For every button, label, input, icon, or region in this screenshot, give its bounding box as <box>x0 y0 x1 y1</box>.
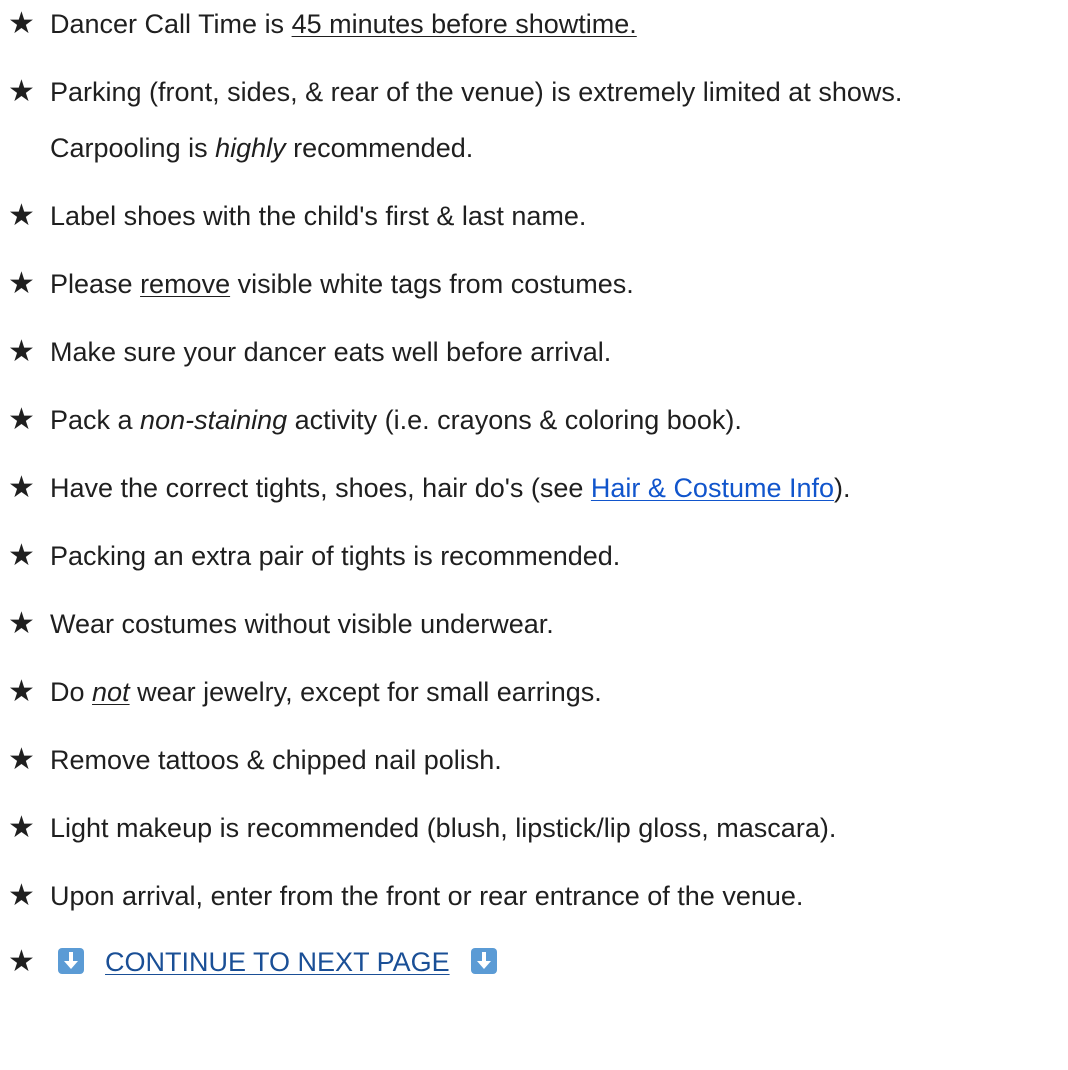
star-bullet-icon: ★ <box>8 335 35 368</box>
item-text: recommended. <box>285 133 474 163</box>
star-bullet-icon: ★ <box>8 7 35 40</box>
list-item <box>8 72 902 112</box>
list-item <box>8 468 851 508</box>
item-text: Light makeup is recommended (blush, lipstick/lip gloss, mascara). <box>50 813 837 843</box>
hair-costume-info-link[interactable]: Hair & Costume Info <box>590 473 835 503</box>
list-item <box>8 536 620 576</box>
item-text: Label shoes with the child's first & last name. <box>50 201 587 231</box>
star-bullet-icon: ★ <box>8 471 35 504</box>
remove-emphasis: remove <box>140 269 231 299</box>
list-item <box>8 876 803 916</box>
item-text: Remove tattoos & chipped nail polish. <box>50 745 502 775</box>
item-text: Carpooling is <box>50 133 216 163</box>
list-item-continuation <box>8 128 473 168</box>
star-bullet-icon: ★ <box>8 879 35 912</box>
star-bullet-icon: ★ <box>8 743 35 776</box>
star-bullet-icon: ★ <box>8 539 35 572</box>
list-item <box>8 4 637 44</box>
list-item <box>8 264 634 304</box>
list-item <box>8 740 502 780</box>
star-bullet-icon: ★ <box>8 75 35 108</box>
item-text: ). <box>834 473 851 503</box>
item-text: Upon arrival, enter from the front or rear entrance of the venue. <box>50 881 804 911</box>
list-item <box>8 332 611 372</box>
list-item <box>8 604 554 644</box>
down-arrow-icon <box>58 948 84 974</box>
item-text: Please <box>50 269 141 299</box>
item-text: Have the correct tights, shoes, hair do's (see <box>50 473 591 503</box>
item-text: Wear costumes without visible underwear. <box>50 609 554 639</box>
star-bullet-icon: ★ <box>8 199 35 232</box>
list-item <box>8 400 742 440</box>
list-item-next-page <box>8 942 497 982</box>
star-bullet-icon: ★ <box>8 403 35 436</box>
item-text: wear jewelry, except for small earrings. <box>129 677 602 707</box>
emphasis-text: highly <box>215 133 286 163</box>
emphasis-text: non-staining <box>140 405 288 435</box>
star-bullet-icon: ★ <box>8 811 35 844</box>
call-time-emphasis: 45 minutes before showtime. <box>291 9 637 39</box>
item-text: Dancer Call Time is <box>50 9 292 39</box>
star-bullet-icon: ★ <box>8 607 35 640</box>
star-bullet-icon: ★ <box>8 675 35 708</box>
star-bullet-icon: ★ <box>8 945 35 978</box>
continue-next-page-link[interactable]: CONTINUE TO NEXT PAGE <box>105 947 450 977</box>
list-item <box>8 672 602 712</box>
item-text: visible white tags from costumes. <box>230 269 634 299</box>
not-emphasis: not <box>92 677 130 707</box>
item-text: Parking (front, sides, & rear of the venue) is extremely limited at shows. <box>50 77 903 107</box>
star-bullet-icon: ★ <box>8 267 35 300</box>
item-text: Make sure your dancer eats well before arrival. <box>50 337 612 367</box>
item-text: Do <box>50 677 93 707</box>
list-item <box>8 808 836 848</box>
list-item <box>8 196 586 236</box>
item-text: Packing an extra pair of tights is recommended. <box>50 541 621 571</box>
item-text: Pack a <box>50 405 141 435</box>
down-arrow-icon <box>471 948 497 974</box>
item-text: activity (i.e. crayons & coloring book). <box>287 405 742 435</box>
